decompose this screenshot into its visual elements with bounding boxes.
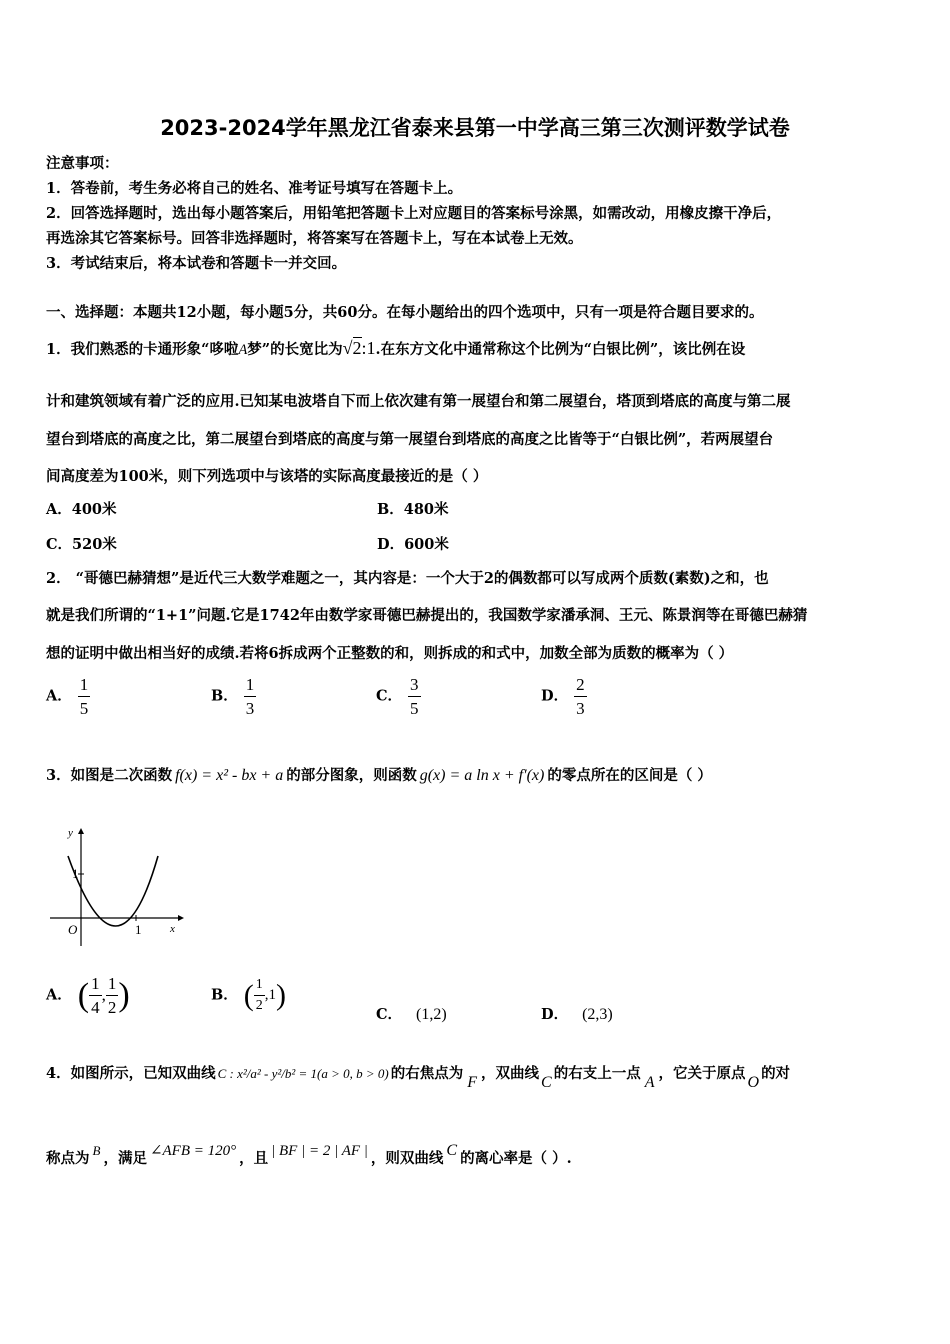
y-label: y xyxy=(68,827,73,839)
q1-a: A xyxy=(238,342,248,358)
hyperbola-equation: C : x²/a² - y²/b² = 1(a > 0, b > 0) xyxy=(217,1066,389,1081)
parabola-graph xyxy=(46,826,186,956)
x-tick-label: 1 xyxy=(135,922,142,937)
q2-option-a[interactable]: A． $\frac{1}{5}$ xyxy=(46,675,89,718)
question-2-line-2: 就是我们所谓的“1+1”问题.它是1742年由数学家哥德巴赫提出的，我国数学家潘承洞、王元、陈景润等在哥德巴赫猜 xyxy=(46,607,808,624)
notice-item: 2．回答选择题时，选出每小题答案后，用铅笔把答题卡上对应题目的答案标号涂黑，如需改动，用橡皮擦干净后， xyxy=(46,205,782,222)
q1-mid: 梦”的长宽比为 xyxy=(247,341,343,358)
q1-option-c[interactable]: C．520米 xyxy=(46,536,117,553)
q3-option-a[interactable]: A． ( $\frac{1}{4}$ , $\frac{1}{2}$ ) xyxy=(46,974,130,1017)
x-label: x xyxy=(170,923,175,935)
notice-item: 1．答卷前，考生务必将自己的姓名、准考证号填写在答题卡上。 xyxy=(46,180,463,197)
sqrt-icon: √ xyxy=(342,338,353,358)
question-2-line-3: 想的证明中做出相当好的成绩.若将6拆成两个正整数的和，则拆成的和式中，加数全部为质数的概率为（ ） xyxy=(46,645,734,662)
q1-option-d[interactable]: D．600米 xyxy=(377,536,449,553)
q3-option-b[interactable]: B． ( $\frac{1}{2}$ ,1) xyxy=(211,977,287,1013)
q1-post: .在东方文化中通常称这个比例为“白银比例”，该比例在设 xyxy=(375,341,746,358)
function-g: g(x) = a ln x + f′(x) xyxy=(419,767,545,784)
x-axis-arrow-icon xyxy=(178,915,184,921)
silver-ratio: √2:1 xyxy=(342,338,376,358)
q1-option-a[interactable]: A．400米 xyxy=(46,501,117,518)
notice-item: 3．考试结束后，将本试卷和答题卡一并交回。 xyxy=(46,255,347,272)
q2-option-d[interactable]: D． $\frac{2}{3}$ xyxy=(541,675,585,718)
question-4-line-1: 4．如图所示，已知双曲线 C : x²/a² - y²/b² = 1(a > 0, b > 0) 的右焦点为F，双曲线C的右支上一点A，它关于原点O的对 xyxy=(46,1065,791,1091)
fraction: $\frac{1}{4}$ xyxy=(91,974,100,1017)
notice-heading: 注意事项： xyxy=(46,155,119,172)
question-1-line-1 xyxy=(46,338,745,359)
fraction: $\frac{1}{2}$ xyxy=(107,974,117,1017)
q2-option-c[interactable]: C． $\frac{3}{5}$ xyxy=(376,675,419,718)
question-1-line-4: 间高度差为100米，则下列选项中与该塔的实际高度最接近的是（ ） xyxy=(46,468,488,485)
q1-option-b[interactable]: B．480米 xyxy=(377,501,449,518)
q3-option-c[interactable]: C． (1,2) xyxy=(376,1006,447,1023)
fraction: $\frac{3}{5}$ xyxy=(410,675,419,718)
q3-option-d[interactable]: D． (2,3) xyxy=(541,1006,613,1023)
question-1-line-3: 望台到塔底的高度之比，第二展望台到塔底的高度与第一展望台到塔底的高度之比皆等于“白银比例”，若两展望台 xyxy=(46,431,774,448)
question-4-line-2: 称点为 B ，满足 ∠AFB = 120° ，且 | BF | = 2 | AF | ，则双曲线 C 的离心率是（ ）. xyxy=(46,1142,572,1167)
q1-pre: 1．我们熟悉的卡通形象“哆啦 xyxy=(46,341,239,358)
fraction: $\frac{2}{3}$ xyxy=(576,675,585,718)
function-f: f(x) = x² - bx + a xyxy=(175,767,284,784)
section-heading: 一、选择题：本题共12小题，每小题5分，共60分。在每小题给出的四个选项中，只有一项是符合题目要求的。 xyxy=(46,304,764,321)
y-axis-arrow-icon xyxy=(78,828,84,834)
q2-option-b[interactable]: B． $\frac{1}{3}$ xyxy=(211,675,255,718)
fraction: $\frac{1}{5}$ xyxy=(79,675,89,718)
question-1-line-2: 计和建筑领域有着广泛的应用.已知某电波塔自下而上依次建有第一展望台和第二展望台，塔顶到塔底的高度与第二展 xyxy=(46,393,791,410)
question-3-line-1: 3．如图是二次函数 f(x) = x² - bx + a 的部分图象，则函数 g(x) = a ln x + f′(x) 的零点所在的区间是（ ） xyxy=(46,767,712,784)
question-2-line-1: 2． “哥德巴赫猜想”是近代三大数学难题之一，其内容是：一个大于2的偶数都可以写成两个质数(素数)之和，也 xyxy=(46,570,769,587)
y-tick-label: 1 xyxy=(72,866,79,881)
fraction: $\frac{1}{2}$ xyxy=(255,977,263,1013)
page-title: 2023-2024学年黑龙江省泰来县第一中学高三第三次测评数学试卷 xyxy=(160,116,790,140)
origin-label: O xyxy=(68,922,78,937)
fraction: $\frac{1}{3}$ xyxy=(245,675,255,718)
notice-item: 再选涂其它答案标号。回答非选择题时，将答案写在答题卡上，写在本试卷上无效。 xyxy=(46,230,583,247)
